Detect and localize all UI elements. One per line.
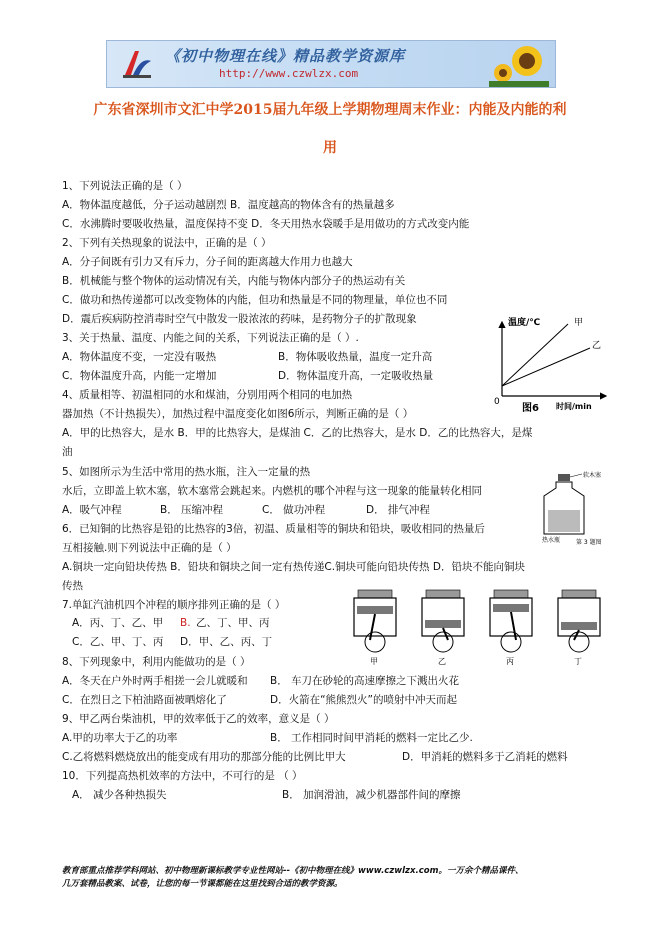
q3-option-c: C．物体温度升高，内能一定增加 — [62, 370, 217, 382]
engine-bing-icon — [490, 590, 532, 666]
q7-stem: 7.单缸汽油机四个冲程的顺序排列正确的是（ ） — [62, 599, 286, 611]
q3-stem: 3、关于热量、温度、内能之间的关系，下列说法正确的是（ ）. — [62, 332, 359, 344]
q7-option-b: 乙、丁、甲、丙 — [196, 617, 270, 629]
thermos-label-top: 软木塞 — [583, 472, 602, 479]
thermos-caption: 第 3 题图 — [576, 539, 602, 546]
engine-jia-icon — [354, 590, 396, 666]
q6-stem-2: 互相接触.则下列说法中正确的是（ ） — [62, 542, 237, 554]
graph-xlabel: 时间/min — [556, 402, 592, 411]
q6-options-cont: 传热 — [62, 580, 83, 592]
q4-stem-1: 4、质量相等、初温相同的水和煤油，分别用两个相同的电加热 — [62, 389, 353, 401]
graph-caption: 图6 — [522, 403, 539, 414]
q2-option-c: C．做功和热传递都可以改变物体的内能，但功和热量是不同的物理量，单位也不同 — [62, 294, 448, 306]
line-jia — [502, 324, 568, 386]
q10-option-a: A． 减少各种热损失 — [72, 789, 167, 801]
engine-yi-icon — [422, 590, 464, 666]
q2-option-a: A．分子间既有引力又有斥力，分子间的距离越大作用力也越大 — [62, 256, 353, 268]
q4-options-cont: 油 — [62, 446, 73, 458]
q9-option-c: C.乙将燃料燃烧放出的能变成有用功的那部分能的比例比甲大 — [62, 751, 346, 763]
q8-option-d: D．火箭在“熊熊烈火”的喷射中冲天而起 — [270, 694, 457, 706]
q7-option-c: C．乙、甲、丁、丙 — [72, 636, 164, 648]
q4-stem-2: 器加热（不计热损失），加热过程中温度变化如图6所示，判断正确的是（ ） — [62, 408, 414, 420]
q1-options-ab: A．物体温度越低，分子运动越剧烈 B．温度越高的物体含有的热量越多 — [62, 199, 395, 211]
q8-stem: 8、下列现象中，利用内能做功的是（ ） — [62, 656, 251, 668]
q9-stem: 9、甲乙两台柴油机，甲的效率低于乙的效率，意义是（ ） — [62, 713, 335, 725]
q5-option-d: D． 排气冲程 — [366, 504, 430, 516]
page-title-line1: 广东省深圳市文汇中学2015届九年级上学期物理周末作业：内能及内能的利 — [93, 102, 567, 118]
q5-option-b: B． 压缩冲程 — [160, 504, 224, 516]
q7-option-a: A．丙、丁、乙、甲 — [72, 617, 164, 629]
graph-ylabel: 温度/℃ — [508, 318, 541, 328]
q2-option-d: D．震后疾病防控消毒时空气中散发一股浓浓的药味，是药物分子的扩散现象 — [62, 313, 417, 325]
q10-option-b: B． 加润滑油，减少机器部件间的摩擦 — [282, 789, 461, 801]
banner-title: 《初中物理在线》精品教学资源库 — [165, 47, 406, 65]
graph-line2-label: 乙 — [592, 341, 602, 351]
q2-option-b: B．机械能与整个物体的运动情况有关，内能与物体内部分子的热运动有关 — [62, 275, 406, 287]
q9-option-b: B． 工作相同时间甲消耗的燃料一定比乙少. — [270, 732, 473, 744]
q8-option-b: B． 车刀在砂轮的高速摩擦之下溅出火花 — [270, 675, 460, 687]
engine-label-bing: 丙 — [506, 657, 514, 666]
q5-option-c: C． 做功冲程 — [262, 504, 326, 516]
engine-strokes-figure — [340, 584, 612, 668]
q3-option-d: D．物体温度升高，一定吸收热量 — [278, 370, 434, 382]
line-yi — [502, 348, 590, 386]
q2-stem: 2、下列有关热现象的说法中，正确的是（ ） — [62, 237, 272, 249]
footer-line1: 教育部重点推荐学科网站、初中物理新课标教学专业性网站--《初中物理在线》www.czwlzx.com。一万余个精品课件、 — [62, 866, 524, 876]
thermos-figure — [540, 464, 616, 546]
hot-water-icon — [548, 510, 580, 532]
engine-label-ding: 丁 — [574, 657, 582, 666]
q7-option-d: D．甲、乙、丙、丁 — [180, 636, 273, 648]
q1-stem: 1、下列说法正确的是（ ） — [62, 180, 188, 192]
sunflower-icon — [489, 43, 549, 87]
graph-line1-label: 甲 — [574, 318, 584, 328]
thermos-label-bottom: 热水瓶 — [542, 537, 561, 544]
site-logo-icon — [121, 47, 153, 79]
q4-options: A．甲的比热容大，是水 B．甲的比热容大，是煤油 C．乙的比热容大，是水 D．乙的比热容大，是煤 — [62, 427, 533, 439]
q1-options-cd: C．水沸腾时要吸收热量，温度保持不变 D．冬天用热水袋暖手是用做功的方式改变内能 — [62, 218, 470, 230]
graph-origin: 0 — [494, 397, 500, 407]
q5-stem-2: 水后，立即盖上软木塞，软木塞常会跳起来。内燃机的哪个冲程与这一现象的能量转化相同 — [62, 485, 482, 497]
header-banner — [106, 40, 556, 88]
engine-label-jia: 甲 — [370, 657, 378, 666]
q8-option-a: A．冬天在户外时两手相搓一会儿就暖和 — [62, 675, 248, 687]
q8-option-c: C．在烈日之下柏油路面被晒熔化了 — [62, 694, 227, 706]
page-title-line2: 用 — [323, 140, 337, 156]
banner-url[interactable]: http://www.czwlzx.com — [219, 67, 359, 80]
page-footer — [62, 865, 523, 891]
q6-stem-1: 6．已知铜的比热容是铅的比热容的3倍，初温、质量相等的铜块和铅块，吸收相同的热量后 — [62, 523, 485, 535]
q6-options: A.铜块一定向铅块传热 B．铅块和铜块之间一定有热传递C.铜块可能向铅块传热 D．铅块不能向铜块 — [62, 561, 525, 573]
q10-stem: 10．下列提高热机效率的方法中，不可行的是 （ ） — [62, 770, 303, 782]
engine-ding-icon — [558, 590, 600, 666]
q9-option-a: A.甲的功率大于乙的功率 — [62, 732, 178, 744]
temperature-time-graph — [492, 314, 612, 414]
q5-stem-1: 5、如图所示为生活中常用的热水瓶，注入一定量的热 — [62, 466, 311, 478]
q9-option-d: D．甲消耗的燃料多于乙消耗的燃料 — [402, 751, 568, 763]
cork-icon — [558, 474, 570, 481]
q7-option-b-letter: B. — [180, 617, 191, 629]
q3-option-a: A．物体温度不变，一定没有吸热 — [62, 351, 217, 363]
q5-option-a: A．吸气冲程 — [62, 504, 122, 516]
footer-line2: 几万套精品教案、试卷，让您的每一节课都能在这里找到合适的教学资源。 — [62, 879, 343, 889]
q3-option-b: B．物体吸收热量，温度一定升高 — [278, 351, 433, 363]
engine-label-yi: 乙 — [438, 657, 446, 666]
